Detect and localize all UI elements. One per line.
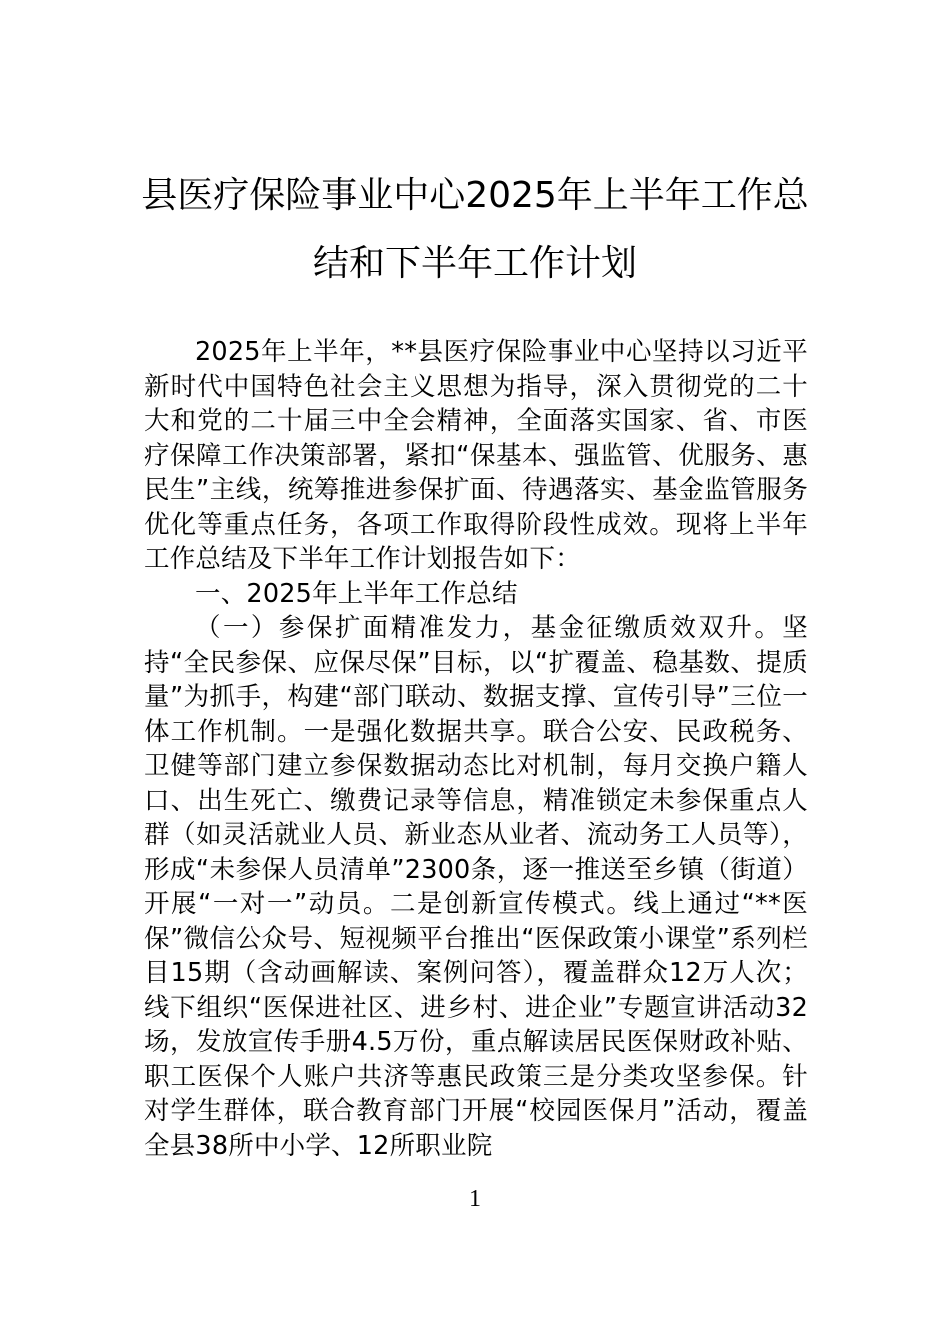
intro-paragraph: 2025年上半年，**县医疗保险事业中心坚持以习近平新时代中国特色社会主义思想为指导，深入贯彻党的二十大和党的二十届三中全会精神，全面落实国家、省、市医疗保障工作决策部署，紧扣“保基本、强监管、优服务、惠民生”主线，统筹推进参保扩面、待遇落实、基金监管服务优化等重点任务，各项工作取得阶段性成效。现将上半年工作总结及下半年工作计划报告如下： <box>144 337 808 574</box>
section-heading: 一、2025年上半年工作总结 <box>195 578 518 609</box>
page-title: 县医疗保险事业中心2025年上半年工作总结和下半年工作计划 <box>141 175 809 284</box>
document-body <box>144 335 808 1163</box>
body-paragraph: （一）参保扩面精准发力，基金征缴质效双升。坚持“全民参保、应保尽保”目标，以“扩覆盖、稳基数、提质量”为抓手，构建“部门联动、数据支撑、宣传引导”三位一体工作机制。一是强化数据共享。联合公安、民政税务、卫健等部门建立参保数据动态比对机制，每月交换户籍人口、出生死亡、缴费记录等信息，精准锁定未参保重点人群（如灵活就业人员、新业态从业者、流动务工人员等），形成“未参保人员清单”2300条，逐一推送至乡镇（街道）开展“一对一”动员。二是创新宣传模式。线上通过“**医保”微信公众号、短视频平台推出“医保政策小课堂”系列栏目15期（含动画解读、案例问答），覆盖群众12万人次；线下组织“医保进社区、进乡村、进企业”专题宣讲活动32场，发放宣传手册4.5万份，重点解读居民医保财政补贴、职工医保个人账户共济等惠民政策三是分类攻坚参保。针对学生群体，联合教育部门开展“校园医保月”活动，覆盖全县38所中小学、12所职业院 <box>144 613 808 1161</box>
page-number: 1 <box>469 1186 481 1212</box>
